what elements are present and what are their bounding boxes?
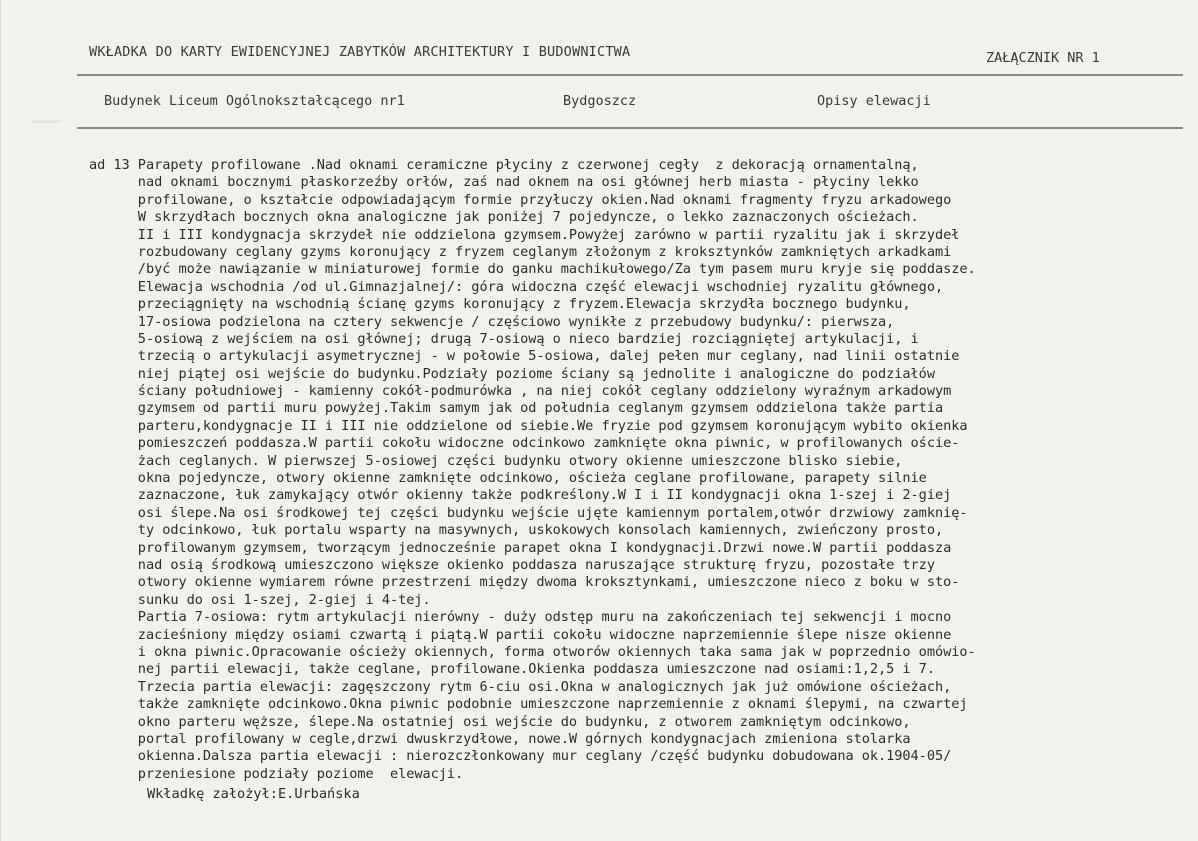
text-line: Trzecia partia elewacji: zagęszczony rytm 6-ciu osi.Okna w analogicznych jak już omówione ościeżach, — [89, 678, 952, 695]
text-line: okno parteru węższe, ślepe.Na ostatniej osi wejście do budynku, z otworem zamkniętym odcinkowo, — [89, 713, 911, 730]
text-line: zaznaczone, łuk zamykający otwór okienny także podkreślony.W I i II kondygnacji okna 1-szej i 2-giej — [89, 487, 952, 504]
info-divider — [77, 127, 1183, 129]
author-note: Wkładkę założył:E.Urbańska — [147, 786, 360, 802]
annex-label: ZAŁĄCZNIK NR 1 — [986, 50, 1100, 66]
text-line: ściany południowej - kamienny cokół-podmurówka , na niej cokół ceglany oddzielony wyraźnym arkadowym — [89, 383, 952, 400]
text-line: pomieszczeń poddasza.W partii cokołu widoczne odcinkowo zamknięte okna piwnic, w profilowanych oście- — [89, 435, 960, 452]
text-line: niej piątej osi wejście do budynku.Podziały poziome ściany są jednolite i analogiczne do podziałów — [89, 365, 935, 382]
text-line: okna pojedyncze, otwory okienne zamknięte odcinkowo, ościeża ceglane profilowane, parapety silnie — [89, 470, 927, 487]
text-line: Elewacja wschodnia /od ul.Gimnazjalnej/: góra widoczna część elewacji wschodniej ryzalitu głównego, — [89, 278, 944, 295]
text-line: 5-osiową z wejściem na osi głównej; drugą 7-osiową o nieco bardziej rozciągniętej artykulacji, i — [89, 330, 919, 347]
text-line: nej partii elewacji, także ceglane, profilowane.Okienka poddasza umieszczone nad osiami:1,2,5 i 7. — [89, 661, 935, 678]
text-line: II i III kondygnacja skrzydeł nie oddzielona gzymsem.Powyżej zarówno w partii ryzalitu jak i skrzydeł — [89, 226, 960, 243]
text-line: także zamknięte odcinkowo.Okna piwnic podobnie umieszczone naprzemiennie z oknami ślepymi, na czwartej — [89, 696, 968, 713]
text-line: gzymsem od partii muru powyżej.Takim samym jak od południa ceglanym gzymsem oddzielona także partia — [89, 400, 944, 417]
text-line: otwory okienne wymiarem równe przestrzeni między dwoma kroksztynkami, umieszczone nieco z boku w sto- — [89, 574, 960, 591]
text-line: przeniesione podziały poziome elewacji. — [89, 765, 464, 782]
text-line: parteru,kondygnacje II i III nie oddzielone od siebie.We fryzie pod gzymsem koronującym wybito okienka — [89, 417, 968, 434]
text-line: trzecią o artykulacji asymetrycznej - w połowie 5-osiowa, dalej pełen mur ceglany, nad linii ostatnie — [89, 348, 960, 365]
text-line: nad osią środkową umieszczono większe okienko poddasza naruszające strukturę fryzu, pozostałe trzy — [89, 556, 935, 573]
text-line: sunku do osi 1-szej, 2-giej i 4-tej. — [89, 591, 431, 608]
text-line: przeciągnięty na wschodnią ścianę gzyms koronujący z fryzem.Elewacja skrzydła bocznego budynku, — [89, 296, 911, 313]
city-name: Bydgoszcz — [563, 93, 637, 109]
text-line: żach ceglanych. W pierwszej 5-osiowej części budynku otwory okienne umieszczone blisko siebie, — [89, 452, 903, 469]
text-line: nad oknami bocznymi płaskorzeźby orłów, zaś nad oknem na osi głównej herb miasta - płyciny lekko — [89, 174, 919, 191]
text-line: osi ślepe.Na osi środkowej tej części budynku wejście ujęte kamiennym portalem,otwór drzwiowy zamknię- — [89, 504, 968, 521]
text-line: ty odcinkowo, łuk portalu wsparty na masywnych, uskokowych konsolach kamiennych, zwieńczony prosto, — [89, 522, 944, 539]
document-title: WKŁADKA DO KARTY EWIDENCYJNEJ ZABYTKÓW ARCHITEKTURY I BUDOWNICTWA — [89, 44, 631, 60]
text-line: okienna.Dalsza partia elewacji : nierozczłonkowany mur ceglany /część budynku dobudowana ok.1904-05/ — [89, 748, 952, 765]
text-line: i okna piwnic.Opracowanie ościeży okiennych, forma otworów okiennych taka sama jak w poprzednio omówio- — [89, 643, 976, 660]
header-divider — [77, 74, 1183, 76]
paper-smudge — [31, 120, 61, 123]
text-line: zacieśniony między osiami czwartą i piątą.W partii cokołu widoczne naprzemiennie ślepe nisze okienne — [89, 626, 952, 643]
building-name: Budynek Liceum Ogólnokształcącego nr1 — [104, 93, 405, 109]
text-line: profilowane, o kształcie odpowiadającym formie przyłuczy okien.Nad oknami fragmenty fryzu arkadowego — [89, 191, 952, 208]
text-line: ad 13 Parapety profilowane .Nad oknami ceramiczne płyciny z czerwonej cegły z dekoracją ornamentalną, — [89, 157, 919, 173]
text-line: W skrzydłach bocznych okna analogiczne jak poniżej 7 pojedyncze, o lekko zaznaczonych ościeżach. — [89, 209, 919, 226]
text-line: /być może nawiązanie w miniaturowej formie do ganku machikułowego/Za tym pasem muru kryje się poddasze. — [89, 261, 976, 278]
text-line: rozbudowany ceglany gzyms koronujący z fryzem ceglanym złożonym z kroksztynków zamkniętych arkadkami — [89, 243, 952, 260]
section-title: Opisy elewacji — [817, 93, 931, 109]
text-line: profilowanym gzymsem, tworzącym jednocześnie parapet okna I kondygnacji.Drzwi nowe.W partii poddasza — [89, 539, 952, 556]
text-line: portal profilowany w cegle,drzwi dwuskrzydłowe, nowe.W górnych kondygnacjach zmieniona stolarka — [89, 730, 911, 747]
text-line: 17-osiowa podzielona na cztery sekwencje / częściowo wynikłe z przebudowy budynku/: pierwsza, — [89, 313, 895, 330]
description-text — [89, 157, 1189, 783]
text-line: Partia 7-osiowa: rytm artykulacji nierówny - duży odstęp muru na zakończeniach tej sekwencji i mocno — [89, 609, 952, 626]
